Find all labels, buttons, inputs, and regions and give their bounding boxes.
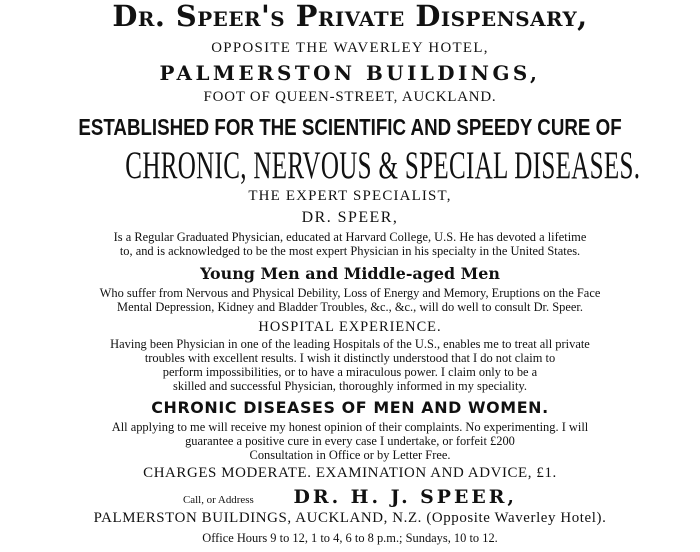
hospital-experience-heading: HOSPITAL EXPERIENCE. (258, 319, 442, 335)
established-heading: ESTABLISHED FOR THE SCIENTIFIC AND SPEEDY CURE OF (78, 114, 622, 140)
hospital-text-line: perform impossibilities, or to have a miraculous power. I claim only to be a (162, 365, 538, 379)
hospital-text-line: troubles with excellent results. I wish it distinctly understood that I do not claim to (144, 351, 556, 365)
applying-text-line: guarantee a positive cure in every case I undertake, or forfeit £200 (185, 434, 515, 448)
consultation-line: Consultation in Office or by Letter Free. (249, 448, 451, 462)
dr-speer-name: DR. SPEER, (301, 209, 399, 226)
ailments-text-line: Who suffer from Nervous and Physical Debility, Loss of Energy and Memory, Eruptions on the Face (99, 286, 601, 300)
charges-line: CHARGES MODERATE. EXAMINATION AND ADVICE, £1. (143, 465, 557, 481)
foot-of-queen-street-line: FOOT OF QUEEN-STREET, AUCKLAND. (203, 89, 497, 105)
hospital-text-line: skilled and successful Physician, thoroughly informed in my speciality. (173, 379, 527, 393)
palmerston-buildings-heading: PALMERSTON BUILDINGS, (159, 61, 541, 85)
applying-text-line: All applying to me will receive my honest opinion of their complaints. No experimenting. I will (111, 420, 589, 434)
dispensary-title: Dr. Speer's Private Dispensary, (112, 0, 588, 33)
intro-text-line: Is a Regular Graduated Physician, educated at Harvard College, U.S. He has devoted a lifetime (113, 230, 587, 244)
call-or-address-line (2, 488, 698, 507)
chronic-nervous-special-headline: CHRONIC, NERVOUS & SPECIAL DISEASES. (125, 144, 641, 187)
address-line: PALMERSTON BUILDINGS, AUCKLAND, N.Z. (Opposite Waverley Hotel). (93, 510, 607, 526)
opposite-hotel-line: OPPOSITE THE WAVERLEY HOTEL, (211, 40, 489, 56)
dr-full-name: DR. H. J. SPEER, (293, 486, 517, 508)
expert-specialist-line: THE EXPERT SPECIALIST, (248, 188, 452, 204)
young-men-heading: Young Men and Middle-aged Men (200, 264, 500, 283)
ailments-text-line: Mental Depression, Kidney and Bladder Troubles, &c., &c., will do well to consult Dr. Speer. (117, 300, 583, 314)
hospital-text-line: Having been Physician in one of the leading Hospitals of the U.S., enables me to treat all private (110, 337, 590, 351)
intro-text-line: to, and is acknowledged to be the most expert Physician in his specialty in the United States. (119, 244, 581, 258)
chronic-diseases-heading: CHRONIC DISEASES OF MEN AND WOMEN. (151, 398, 549, 417)
call-or-address-label: Call, or Address (182, 494, 254, 506)
office-hours-line: Office Hours 9 to 12, 1 to 4, 6 to 8 p.m.; Sundays, 10 to 12. (202, 531, 498, 545)
